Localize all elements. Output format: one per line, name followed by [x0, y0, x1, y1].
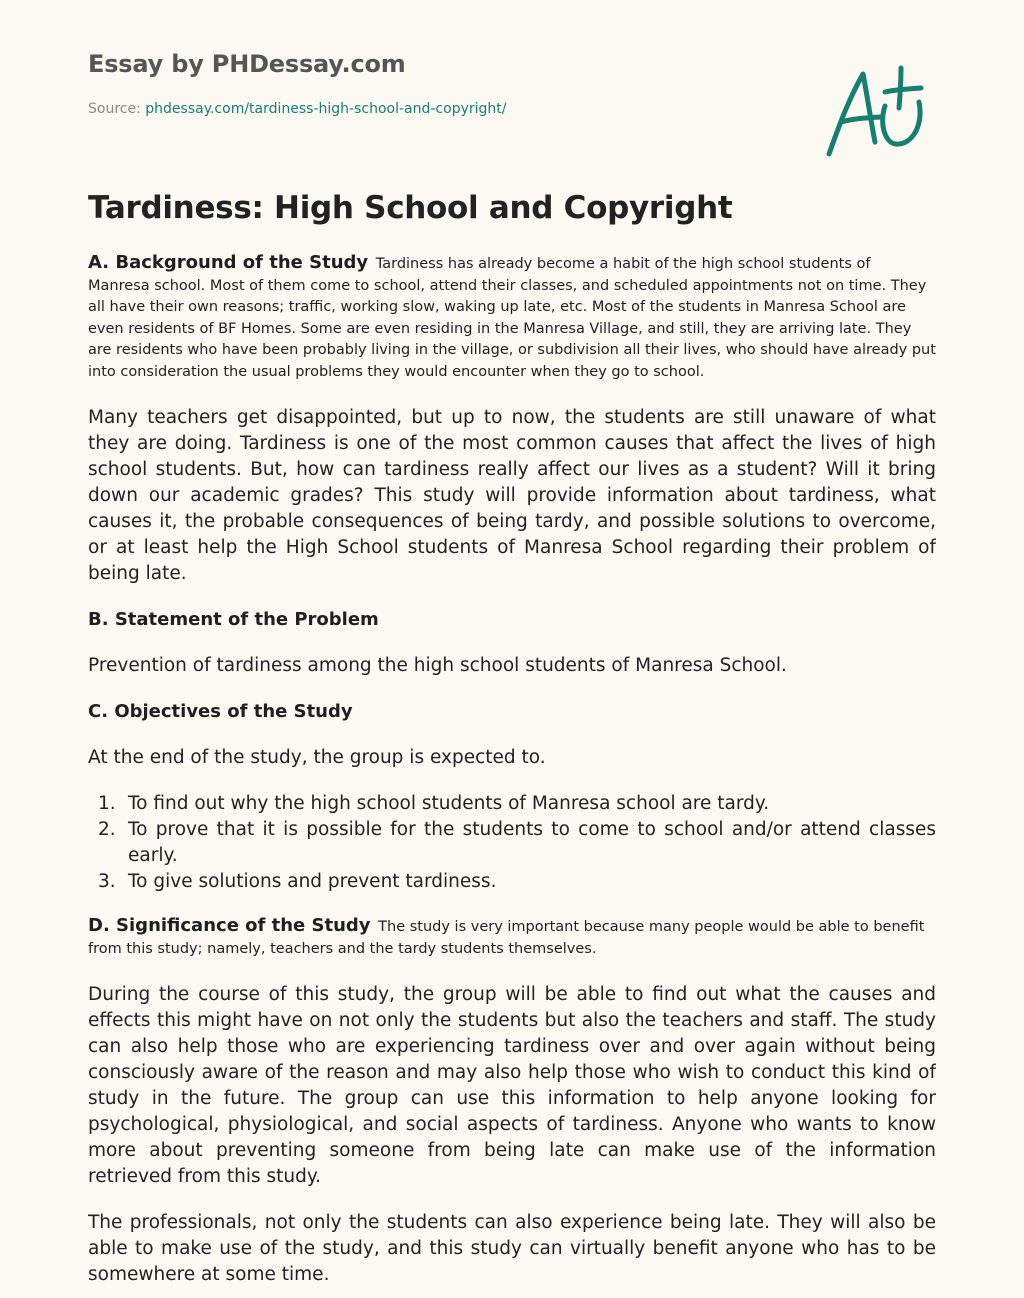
list-item	[88, 791, 936, 817]
background-heading: A. Background of the Study	[88, 252, 369, 273]
background-section	[88, 252, 936, 383]
essay-title: Tardiness: High School and Copyright	[88, 190, 733, 226]
significance-paragraph-2: The professionals, not only the students can also experience being late. They will also be able to make use of the study, and this study can virtually benefit anyone who has to be somewhere at some time.	[88, 1212, 936, 1285]
objectives-heading: C. Objectives of the Study	[88, 701, 353, 722]
problem-heading: B. Statement of the Problem	[88, 609, 379, 630]
list-item-number: 2.	[98, 819, 116, 840]
objectives-list	[88, 791, 936, 895]
list-item-text: To find out why the high school students of Manresa school are tardy.	[128, 793, 770, 814]
significance-heading: D. Significance of the Study	[88, 915, 371, 936]
problem-paragraph: Prevention of tardiness among the high school students of Manresa School.	[88, 655, 787, 676]
list-item-text: To give solutions and prevent tardiness.	[128, 871, 497, 892]
list-item	[88, 869, 936, 895]
source-link[interactable]: phdessay.com/tardiness-high-school-and-copyright/	[145, 101, 507, 117]
objectives-paragraph: At the end of the study, the group is expected to.	[88, 747, 546, 768]
list-item	[88, 817, 936, 869]
essay-page	[88, 0, 936, 1298]
significance-intro: The study is very important because many people would be able to benefit from this study; namely, teachers and the tardy students themselves.	[88, 919, 925, 957]
essay-content	[88, 252, 936, 1298]
source-line	[88, 101, 506, 117]
site-brand[interactable]: Essay by PHDessay.com	[88, 50, 406, 78]
significance-paragraph-1: During the course of this study, the group will be able to find out what the causes and effects this might have on not only the students but also the teachers and staff. The study can also help those who are experiencing tardiness over and over again without being consciously aware of the reason and may also help those who wish to conduct this kind of study in the future. The group can use this information to help anyone looking for psychological, physiological, and social aspects of tardiness. Anyone who wants to know more about preventing someone from being late can make use of the information retrieved from this study.	[88, 984, 936, 1187]
list-item-number: 3.	[98, 871, 116, 892]
background-paragraph: Many teachers get disappointed, but up to now, the students are still unaware of what they are doing. Tardiness is one of the most common causes that affect the lives of high school students. But, how can tardiness really affect our lives as a student? Will it bring down our academic grades? This study will provide information about tardiness, what causes it, the probable consequences of being tardy, and possible solutions to overcome, or at least help the High School students of Manresa School regarding their problem of being late.	[88, 407, 936, 584]
list-item-text: To prove that it is possible for the students to come to school and/or attend classes early.	[128, 819, 936, 866]
source-label: Source:	[88, 101, 141, 117]
significance-section	[88, 915, 936, 960]
list-item-number: 1.	[98, 793, 116, 814]
background-intro: Tardiness has already become a habit of the high school students of Manresa school. Most of them come to school, attend their classes, and scheduled appointments not on time. They all have their own reasons; traffic, working slow, waking up late, etc. Most of the students in Manresa School are even residents of BF Homes. Some are even residing in the Manresa Village, and still, they are arriving late. They are residents who have been probably living in the village, or subdivision all their lives, who should have already put into consideration the usual problems they would encounter when they go to school.	[88, 256, 936, 380]
a-plus-grade-icon	[823, 62, 933, 162]
